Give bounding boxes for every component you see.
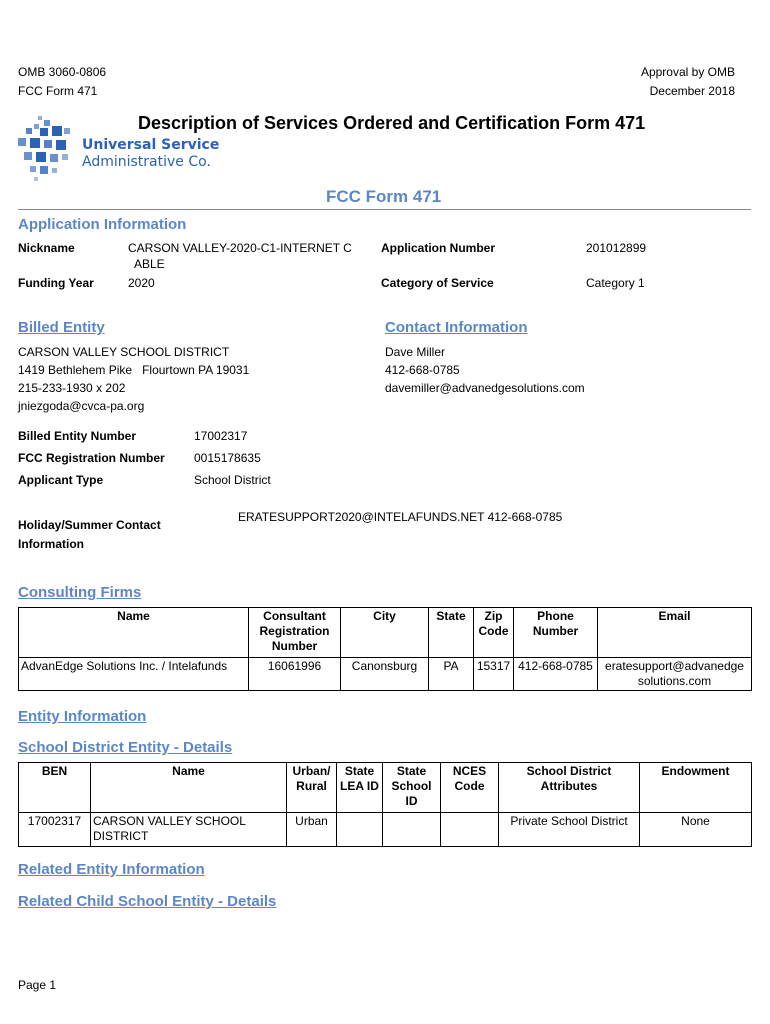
consulting-table [18, 607, 752, 691]
contact-email: davemiller@advanedgesolutions.com [385, 381, 585, 395]
page-number: Page 1 [18, 978, 57, 992]
nickname-label: Nickname [18, 241, 75, 255]
entity-name: CARSON VALLEY SCHOOL DISTRICT [91, 813, 287, 847]
approval-date: December 2018 [649, 84, 735, 98]
consultant-registration: 16061996 [249, 658, 341, 691]
form-title: FCC Form 471 [326, 187, 442, 206]
application-heading: Application Information [18, 216, 187, 233]
related-child-heading: Related Child School Entity - Details [18, 893, 277, 910]
entity-nces [441, 813, 499, 847]
fcc-registration-label: FCC Registration Number [18, 451, 165, 465]
table-row [19, 658, 752, 691]
col-state: State [429, 608, 474, 658]
col-name: Name [19, 608, 249, 658]
form-number: FCC Form 471 [18, 84, 98, 98]
holiday-contact-value: ERATESUPPORT2020@INTELAFUNDS.NET 412-668-0785 [238, 510, 563, 524]
col-attributes: School District Attributes [499, 763, 640, 813]
usac-logo-icon [16, 114, 76, 184]
entity-ben: 17002317 [19, 813, 91, 847]
col-ben: BEN [19, 763, 91, 813]
consultant-email: eratesupport@advanedge solutions.com [598, 658, 752, 691]
billed-entity-number-value: 17002317 [194, 429, 248, 443]
billed-entity-number-label: Billed Entity Number [18, 429, 137, 443]
omb-number: OMB 3060-0806 [18, 65, 107, 79]
consultant-state: PA [429, 658, 474, 691]
page-title: Description of Services Ordered and Certification Form 471 [138, 113, 646, 133]
title-divider [18, 209, 751, 210]
entity-school-id [383, 813, 441, 847]
fcc-registration-value: 0015178635 [194, 451, 261, 465]
col-email: Email [598, 608, 752, 658]
application-number-label: Application Number [381, 241, 496, 255]
col-nces: NCES Code [441, 763, 499, 813]
col-endowment: Endowment [640, 763, 752, 813]
entity-endowment: None [640, 813, 752, 847]
logo-line-1: Universal Service [82, 137, 220, 153]
consulting-heading: Consulting Firms [18, 584, 142, 601]
applicant-type-label: Applicant Type [18, 473, 104, 487]
entity-attributes: Private School District [499, 813, 640, 847]
col-phone: Phone Number [514, 608, 598, 658]
nickname-value-line-2: ABLE [134, 257, 165, 271]
contact-heading: Contact Information [385, 319, 528, 336]
category-value: Category 1 [586, 276, 645, 290]
billed-entity-heading: Billed Entity [18, 319, 105, 336]
funding-year-label: Funding Year [18, 276, 94, 290]
school-district-heading: School District Entity - Details [18, 739, 233, 756]
col-urban-rural: Urban/ Rural [287, 763, 337, 813]
table-row [19, 813, 752, 847]
billed-entity-address: 1419 Bethlehem Pike Flourtown PA 19031 [18, 363, 250, 377]
billed-entity-name: CARSON VALLEY SCHOOL DISTRICT [18, 345, 230, 359]
school-district-table [18, 762, 752, 847]
col-city: City [341, 608, 429, 658]
logo-line-2: Administrative Co. [82, 154, 211, 170]
nickname-value-line-1: CARSON VALLEY-2020-C1-INTERNET C [128, 241, 352, 255]
entity-heading: Entity Information [18, 708, 147, 725]
holiday-contact-label-2: Information [18, 537, 84, 551]
related-entity-heading: Related Entity Information [18, 861, 205, 878]
contact-phone: 412-668-0785 [385, 363, 460, 377]
col-entity-name: Name [91, 763, 287, 813]
col-state-lea: State LEA ID [337, 763, 383, 813]
applicant-type-value: School District [194, 473, 271, 487]
consultant-city: Canonsburg [341, 658, 429, 691]
col-state-school: State School ID [383, 763, 441, 813]
billed-entity-email: jniezgoda@cvca-pa.org [18, 399, 145, 413]
contact-name: Dave Miller [385, 345, 446, 359]
omb-approval: Approval by OMB [640, 65, 735, 79]
category-label: Category of Service [381, 276, 494, 290]
entity-lea [337, 813, 383, 847]
consultant-zip: 15317 [474, 658, 514, 691]
consultant-name: AdvanEdge Solutions Inc. / Intelafunds [19, 658, 249, 691]
consulting-header-row [19, 608, 752, 658]
billed-entity-phone: 215-233-1930 x 202 [18, 381, 126, 395]
holiday-contact-label-1: Holiday/Summer Contact [18, 518, 161, 532]
col-zip: Zip Code [474, 608, 514, 658]
col-registration: Consultant Registration Number [249, 608, 341, 658]
entity-urban: Urban [287, 813, 337, 847]
consultant-phone: 412-668-0785 [514, 658, 598, 691]
application-number-value: 201012899 [586, 241, 647, 255]
funding-year-value: 2020 [128, 276, 155, 290]
school-district-header-row [19, 763, 752, 813]
